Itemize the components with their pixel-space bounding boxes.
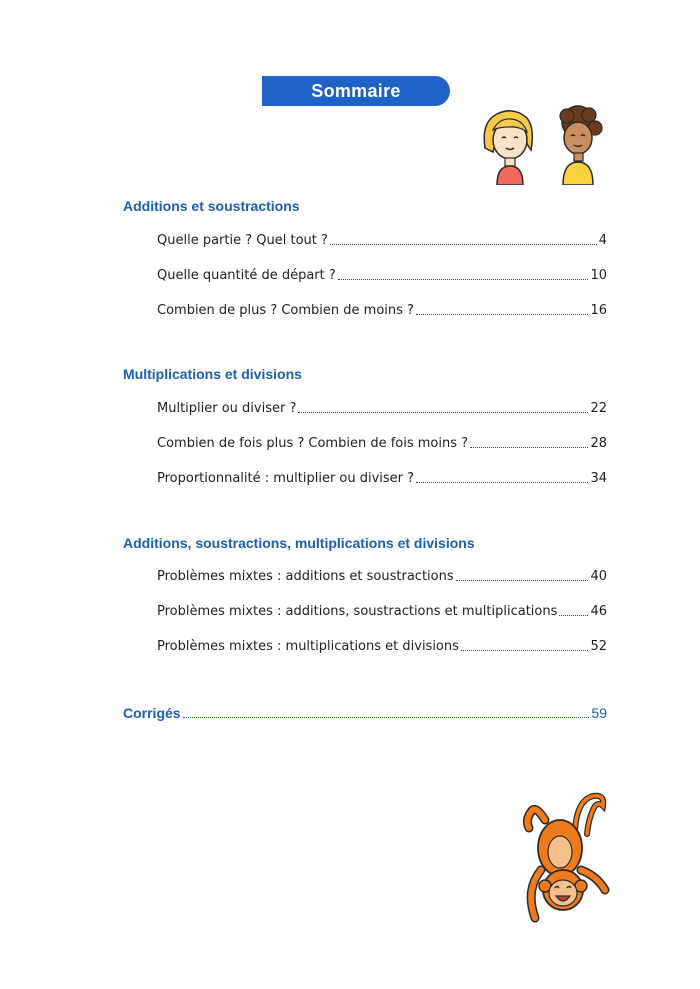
toc-entry[interactable] <box>157 268 607 283</box>
toc-entry-label: Problèmes mixtes : additions et soustractions <box>157 569 454 584</box>
toc-entry-label: Problèmes mixtes : multiplications et divisions <box>157 639 459 654</box>
toc-entry-label: Combien de fois plus ? Combien de fois moins ? <box>157 436 469 451</box>
toc-entry[interactable] <box>157 436 607 451</box>
section-title-mixed: Additions, soustractions, multiplications et divisions <box>123 535 475 551</box>
girl-illustration-icon <box>484 111 532 185</box>
toc-entry-label: Problèmes mixtes : additions, soustractions et multiplications <box>157 604 558 619</box>
toc-entry-label: Combien de plus ? Combien de moins ? <box>157 303 414 318</box>
toc-entry-page: 40 <box>590 569 607 584</box>
toc-entry[interactable] <box>157 604 607 619</box>
toc-entry[interactable] <box>157 569 607 584</box>
children-illustration <box>475 100 615 185</box>
toc-dot-leader <box>330 243 597 245</box>
toc-entry-page: 52 <box>590 639 607 654</box>
corriges-label: Corrigés <box>123 705 181 721</box>
toc-entry[interactable] <box>157 471 607 486</box>
page-title-banner <box>262 76 450 106</box>
toc-entry-page: 10 <box>590 268 607 283</box>
page-title: Sommaire <box>311 80 401 101</box>
toc-entry-page: 46 <box>590 604 607 619</box>
toc-entry-label: Multiplier ou diviser ? <box>157 401 297 416</box>
toc-entry[interactable] <box>157 233 607 248</box>
section-title-multiplications: Multiplications et divisions <box>123 366 302 382</box>
toc-dot-leader <box>470 446 588 448</box>
toc-dot-leader <box>416 313 589 315</box>
toc-dot-leader <box>456 579 589 581</box>
toc-entry-page: 22 <box>590 401 607 416</box>
toc-dot-leader <box>461 649 589 651</box>
toc-entry-page: 28 <box>590 436 607 451</box>
toc-dot-leader <box>416 481 588 483</box>
toc-dot-leader <box>559 614 588 616</box>
toc-entry-label: Proportionnalité : multiplier ou diviser ? <box>157 471 415 486</box>
toc-entry[interactable] <box>157 303 607 318</box>
toc-entry[interactable] <box>157 639 607 654</box>
toc-entry[interactable] <box>157 401 607 416</box>
toc-entry-page: 16 <box>590 303 607 318</box>
toc-dot-leader <box>298 411 588 413</box>
toc-dot-leader <box>338 278 589 280</box>
boy-illustration-icon <box>560 106 602 185</box>
toc-entry-page: 4 <box>598 233 607 248</box>
toc-entry-label: Quelle partie ? Quel tout ? <box>157 233 328 248</box>
section-title-additions: Additions et soustractions <box>123 198 300 214</box>
toc-entry-corriges[interactable] <box>123 705 607 721</box>
toc-dot-leader <box>183 716 590 718</box>
monkey-illustration-icon <box>505 790 617 930</box>
toc-entry-label: Quelle quantité de départ ? <box>157 268 336 283</box>
toc-entry-page: 34 <box>590 471 607 486</box>
corriges-page: 59 <box>591 705 607 721</box>
